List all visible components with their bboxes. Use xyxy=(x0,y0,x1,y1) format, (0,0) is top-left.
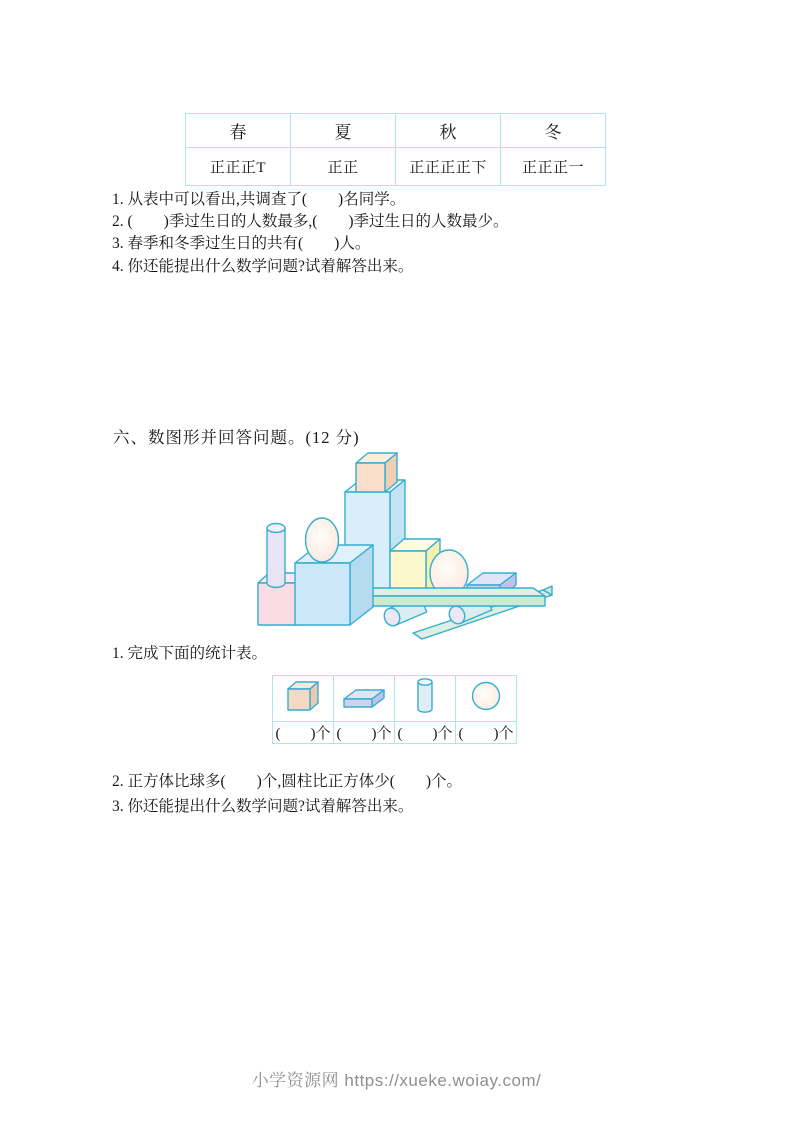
tally-summer: 正正 xyxy=(291,148,396,186)
season-tally-table xyxy=(185,113,606,186)
cylinder xyxy=(267,524,285,588)
survey-question-3: 3. 春季和冬季过生日的共有( )人。 xyxy=(112,235,371,253)
sphere-cell xyxy=(456,676,517,722)
cube-count-blank: ( )个 xyxy=(273,722,334,744)
shape-count-table xyxy=(272,675,517,744)
season-header-winter: 冬 xyxy=(501,114,606,148)
season-header-row xyxy=(186,114,606,148)
subtask-complete-table: 1. 完成下面的统计表。 xyxy=(112,645,268,662)
section-six-question-3: 3. 你还能提出什么数学问题?试着解答出来。 xyxy=(112,798,414,815)
sphere-left xyxy=(306,518,339,562)
section-six-question-2: 2. 正方体比球多( )个,圆柱比正方体少( )个。 xyxy=(112,773,463,790)
sphere-icon xyxy=(469,679,503,713)
cube-icon xyxy=(282,677,324,715)
season-header-spring: 春 xyxy=(186,114,291,148)
survey-question-2: 2. ( )季过生日的人数最多,( )季过生日的人数最少。 xyxy=(112,213,509,231)
cylinder-cell xyxy=(395,676,456,722)
section-six-heading: 六、数图形并回答问题。(12 分) xyxy=(113,428,360,447)
blocks-illustration xyxy=(245,447,553,642)
shape-answer-row xyxy=(273,722,517,744)
tally-autumn: 正正正正下 xyxy=(396,148,501,186)
cuboid-icon xyxy=(341,677,387,715)
survey-question-4: 4. 你还能提出什么数学问题?试着解答出来。 xyxy=(112,257,414,275)
tally-spring: 正正正T xyxy=(186,148,291,186)
survey-questions xyxy=(112,189,732,278)
sphere-count-blank: ( )个 xyxy=(456,722,517,744)
cuboid-count-blank: ( )个 xyxy=(334,722,395,744)
cuboid-cell xyxy=(334,676,395,722)
orange-cuboid xyxy=(356,453,397,492)
shape-icon-row xyxy=(273,676,517,722)
season-header-summer: 夏 xyxy=(291,114,396,148)
season-header-autumn: 秋 xyxy=(396,114,501,148)
cylinder-count-blank: ( )个 xyxy=(395,722,456,744)
survey-question-1: 1. 从表中可以看出,共调查了( )名同学。 xyxy=(112,191,406,208)
tally-winter: 正正正一 xyxy=(501,148,606,186)
cylinder-icon xyxy=(410,676,440,716)
cube-cell xyxy=(273,676,334,722)
season-tally-row xyxy=(186,148,606,186)
footer-site-credit: 小学资源网 https://xueke.woiay.com/ xyxy=(251,1071,542,1090)
blue-cube xyxy=(295,545,373,625)
